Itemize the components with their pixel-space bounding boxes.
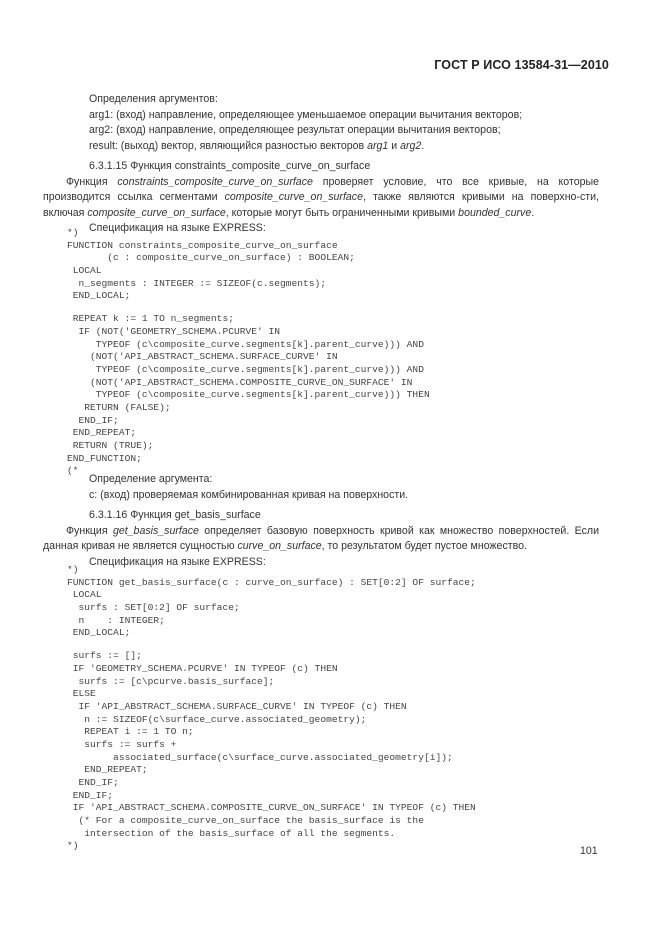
section-6-3-1-16-description: Функция get_basis_surface определяет базовую поверхность кривой как множество поверхностей. Если данная кривая не является сущностью curve_on_surface, то результатом будет пустое множество. <box>43 524 599 552</box>
express-code-block-2: *) FUNCTION get_basis_surface(c : curve_on_surface) : SET[0:2] OF surface; LOCAL surfs : SET[0:2] OF surface; n : INTEGER; END_LOCAL; surfs := []; IF 'GEOMETRY_SCHEMA.PCURVE' IN TYPEOF (c) THEN surfs := [c\pcurve.basis_surface]; ELSE IF 'API_ABSTRACT_SCHEMA.SURFACE_CURVE' IN TYPEOF (c) THEN n := SIZEOF(c\surface_curve.associated_geometry); REPEAT i := 1 TO n; surfs := surfs + associated_surface(c\surface_curve.associated_geometry[i]); END_REPEAT; END_IF; END_IF; IF 'API_ABSTRACT_SCHEMA.COMPOSITE_CURVE_ON_SURFACE' IN TYPEOF (c) THEN (* For a composite_curve_on_surface the basis_surface is the intersection of the basis_surface of all the segments. *) <box>67 564 476 852</box>
express-spec-label-2: Спецификация на языке EXPRESS: <box>89 555 266 568</box>
arg-c-definition: c: (вход) проверяемая комбинированная кривая на поверхности. <box>89 488 409 501</box>
page-number: 101 <box>580 845 598 857</box>
standard-header: ГОСТ Р ИСО 13584-31—2010 <box>434 58 609 72</box>
arg1-definition: arg1: (вход) направление, определяющее уменьшаемое операции вычитания векторов; <box>89 108 523 121</box>
argument-definitions-block <box>43 92 599 237</box>
express-spec-label-1: Спецификация на языке EXPRESS: <box>89 222 266 234</box>
result-definition: result: (выход) вектор, являющийся разностью векторов arg1 и arg2. <box>89 139 425 152</box>
section-heading-6-3-1-15: 6.3.1.15 Функция constraints_composite_curve_on_surface <box>89 160 371 172</box>
section-6-3-1-16-block <box>43 472 599 570</box>
section-6-3-1-15-description: Функция constraints_composite_curve_on_surface проверяет условие, что все кривые, на которые производится ссылка сегментами composite_curve_on_surface, также являются кривыми на поверхно-сти, включая composite_curve_on_surface, которые могут быть ограниченными кривыми bounded_curve. <box>43 175 599 219</box>
argument-definition-title: Определение аргумента: <box>89 473 213 485</box>
express-code-block-1: *) FUNCTION constraints_composite_curve_on_surface (c : composite_curve_on_surface) : BOOLEAN; LOCAL n_segments : INTEGER := SIZEOF(c.segments); END_LOCAL; REPEAT k := 1 TO n_segments; IF (NOT('GEOMETRY_SCHEMA.PCURVE' IN TYPEOF (c\composite_curve.segments[k].parent_curve))) AND (NOT('API_ABSTRACT_SCHEMA.SURFACE_CURVE' IN TYPEOF (c\composite_curve.segments[k].parent_curve))) AND (NOT('API_ABSTRACT_SCHEMA.COMPOSITE_CURVE_ON_SURFACE' IN TYPEOF (c\composite_curve.segments[k].parent_curve))) THEN RETURN (FALSE); END_IF; END_REPEAT; RETURN (TRUE); END_FUNCTION; (* <box>67 227 430 477</box>
section-heading-6-3-1-16: 6.3.1.16 Функция get_basis_surface <box>89 509 261 521</box>
definitions-title: Определения аргументов: <box>89 93 218 105</box>
arg2-definition: arg2: (вход) направление, определяющее результат операции вычитания векторов; <box>89 124 501 136</box>
